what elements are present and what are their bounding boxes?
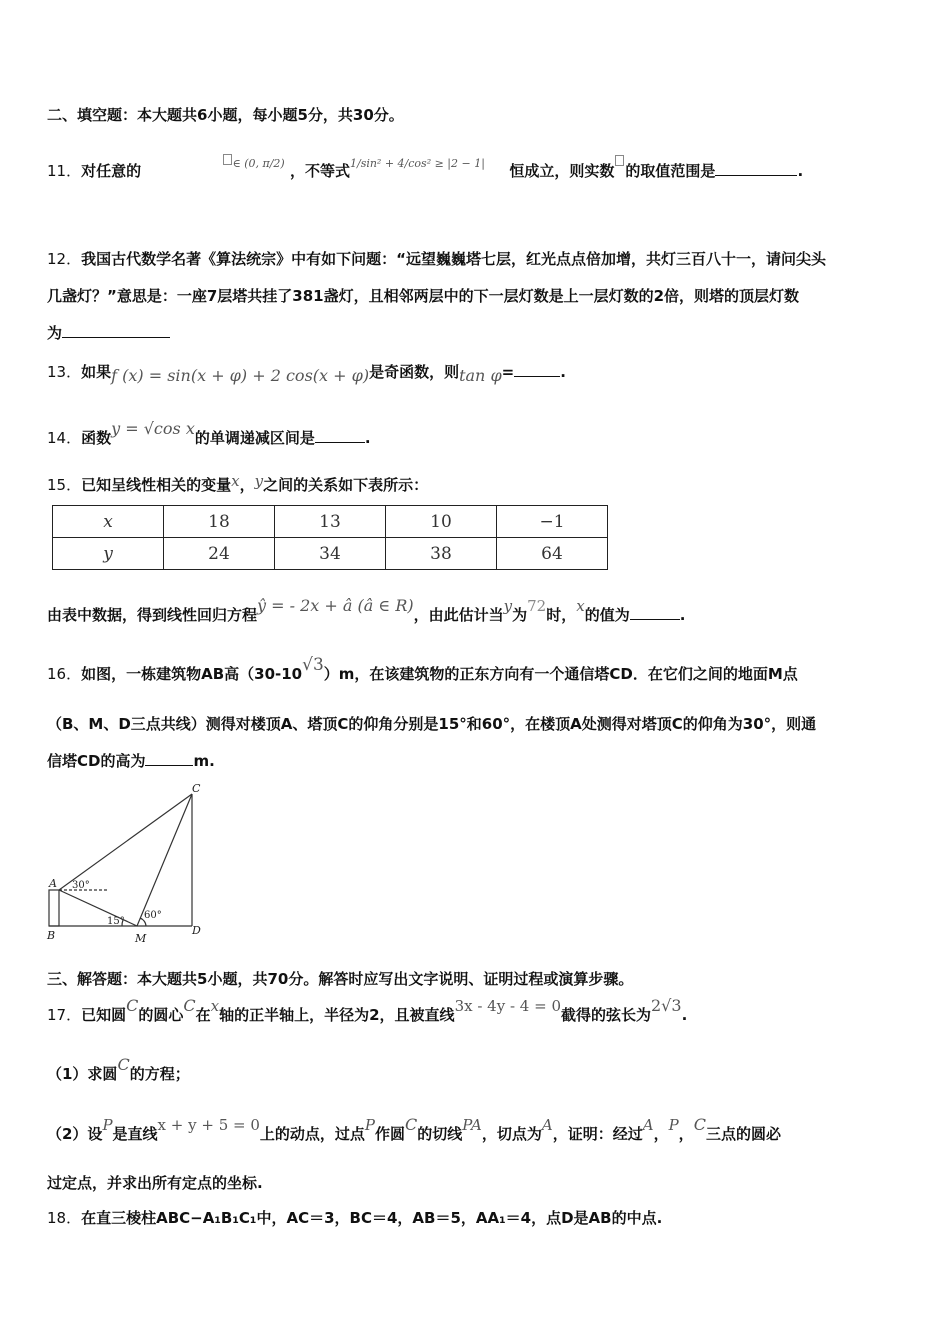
question-12-line2: 几盏灯？”意思是：一座7层塔共挂了381盏灯，且相邻两层中的下一层灯数是上一层灯数的2倍，则塔的顶层灯数: [47, 287, 800, 305]
building-rect: [49, 890, 59, 926]
question-17-part2-continued: 过定点，并求出所有定点的坐标.: [47, 1174, 263, 1192]
function-formula: f (x) = sin(x + φ) + 2 cos(x + φ): [111, 366, 370, 385]
table-cell: 24: [164, 538, 275, 570]
question-12-line1: 12．我国古代数学名著《算法统宗》中有如下问题：“远望巍巍塔七层，红光点点倍加增，共灯三百八十一，请问尖头: [47, 250, 826, 268]
angle-15-label: 15°: [107, 916, 125, 927]
table-row: [53, 506, 608, 538]
question-11: 11．对任意的 ∈ (0, π/2) ，不等式1/sin² + 4/cos² ≥ |2 − 1| 恒成立，则实数 的取值范围是 .: [47, 160, 803, 181]
question-number: 12．: [47, 250, 82, 268]
label-d: D: [192, 924, 201, 937]
question-17-part2: （2）设P是直线x + y + 5 = 0上的动点，过点P作圆C的切线PA，切点为A，证明：经过A，P，C三点的圆必: [47, 1115, 781, 1143]
question-number: 13．: [47, 363, 82, 381]
question-16-line2: （B、M、D三点共线）测得对楼顶A、塔顶C的仰角分别是15°和60°，在楼顶A处测得对塔顶C的仰角为30°，则通: [47, 715, 817, 733]
question-15-continued: 由表中数据，得到线性回归方程ŷ = - 2x + â (â ∈ R)，由此估计当y为72时，x的值为 .: [47, 596, 686, 624]
label-c: C: [192, 782, 201, 795]
question-number: 14．: [47, 429, 82, 447]
inequality-formula: 1/sin² + 4/cos² ≥ |2 − 1|: [349, 157, 485, 170]
table-cell: 10: [386, 506, 497, 538]
regression-equation: ŷ = - 2x + â (â ∈ R): [257, 596, 414, 615]
question-number: 18．: [47, 1209, 82, 1227]
question-13: 13．如果f (x) = sin(x + φ) + 2 cos(x + φ)是奇函数，则tan φ= .: [47, 363, 566, 385]
table-cell: 64: [497, 538, 608, 570]
chord-length: 2√3: [651, 996, 682, 1015]
answer-blank[interactable]: [514, 362, 560, 377]
answer-blank[interactable]: [145, 751, 193, 766]
question-12-line3: 为: [47, 322, 170, 343]
question-number: 15．: [47, 476, 82, 494]
question-16-line1: 16．如图，一栋建筑物AB高（30-10√3）m，在该建筑物的正东方向有一个通信塔CD．在它们之间的地面M点: [47, 655, 798, 683]
question-14: 14．函数y = √cos x的单调递减区间是 .: [47, 419, 371, 447]
question-17: 17．已知圆C的圆心C在x轴的正半轴上，半径为2，且被直线3x - 4y - 4 = 0截得的弦长为2√3.: [47, 996, 688, 1024]
answer-blank[interactable]: [630, 605, 680, 620]
geometry-figure: [44, 776, 224, 946]
variable-placeholder: [615, 155, 624, 166]
question-15: 15．已知呈线性相关的变量x，y之间的关系如下表所示：: [47, 472, 429, 494]
question-16-line3: 信塔CD的高为 m.: [47, 752, 215, 770]
function-formula: y = √cos x: [111, 419, 195, 438]
answer-blank[interactable]: [62, 323, 170, 338]
table-cell: −1: [497, 506, 608, 538]
table-cell: y: [53, 538, 164, 570]
label-b: B: [47, 929, 56, 942]
angle-30-label: 30°: [72, 880, 90, 891]
question-number: 11．: [47, 162, 82, 180]
condition-formula: ∈ (0, π/2): [222, 154, 285, 170]
table-row: [53, 538, 608, 570]
label-a: A: [49, 877, 57, 890]
table-cell: 38: [386, 538, 497, 570]
line-equation: x + y + 5 = 0: [157, 1116, 260, 1134]
question-17-part1: （1）求圆C的方程；: [47, 1055, 190, 1083]
section3-title: 三、解答题：本大题共5小题，共70分。解答时应写出文字说明、证明过程或演算步骤。: [47, 970, 634, 988]
answer-blank[interactable]: [315, 428, 365, 443]
sqrt3: √3: [302, 655, 324, 675]
table-cell: 13: [275, 506, 386, 538]
table-cell: 34: [275, 538, 386, 570]
data-table: [52, 505, 608, 570]
table-cell: x: [53, 506, 164, 538]
line-equation: 3x - 4y - 4 = 0: [454, 997, 561, 1015]
answer-blank[interactable]: [715, 161, 797, 176]
table-cell: 18: [164, 506, 275, 538]
line-am: [59, 890, 137, 926]
section2-title: 二、填空题：本大题共6小题，每小题5分，共30分。: [47, 106, 404, 124]
tan-expression: tan φ: [459, 366, 502, 385]
label-m: M: [135, 932, 147, 945]
angle-60-label: 60°: [144, 910, 162, 921]
question-number: 16．: [47, 665, 82, 683]
question-number: 17．: [47, 1006, 82, 1024]
question-18: 18．在直三棱柱ABC−A₁B₁C₁中，AC＝3，BC＝4，AB＝5，AA₁＝4，点D是AB的中点.: [47, 1209, 663, 1227]
